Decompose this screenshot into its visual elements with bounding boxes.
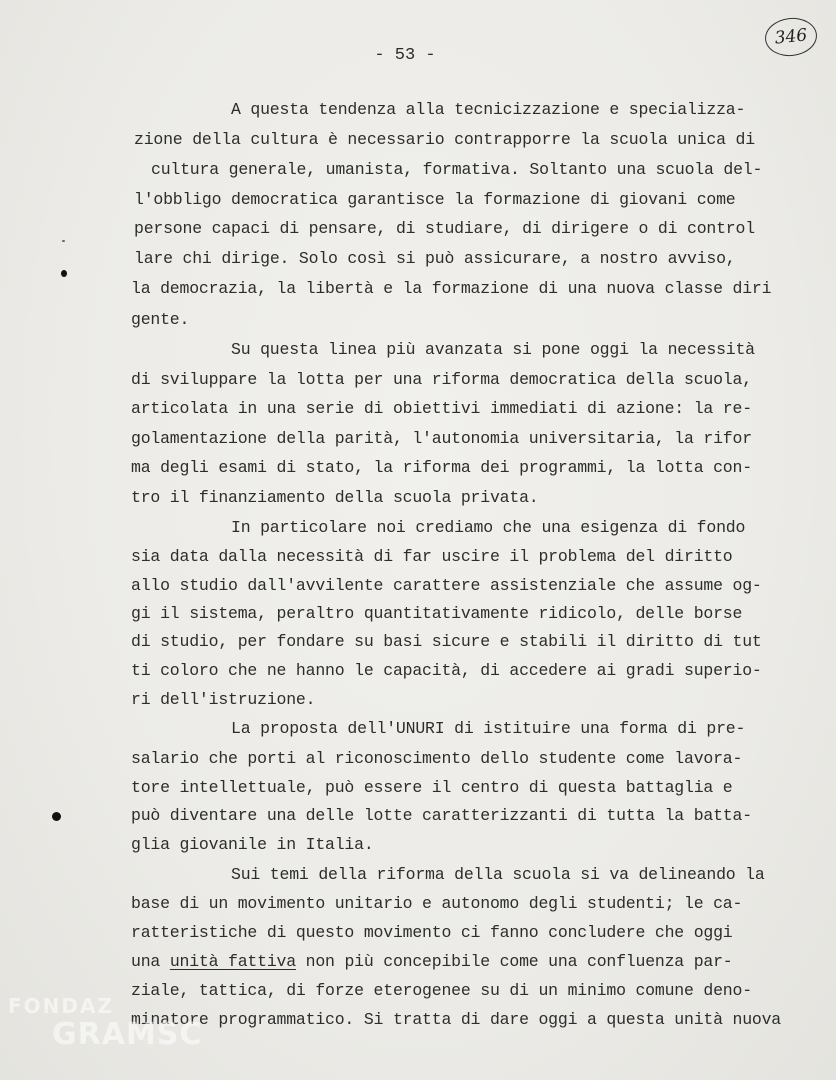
margin-mark [61, 270, 67, 277]
text-line: base di un movimento unitario e autonomo degli studenti; le ca- [131, 894, 743, 913]
text-line: può diventare una delle lotte caratterizzanti di tutta la batta- [131, 806, 752, 825]
text-line: Sui temi della riforma della scuola si va delineando la [231, 865, 765, 884]
text-line: cultura generale, umanista, formativa. Soltanto una scuola del- [151, 160, 763, 179]
text-line: sia data dalla necessità di far uscire il problema del diritto [131, 547, 733, 566]
archive-watermark [0, 990, 203, 1080]
watermark-text: GRAMSC [52, 1017, 203, 1052]
text-line: allo studio dall'avvilente carattere assistenziale che assume og- [131, 576, 762, 595]
text-line: ratteristiche di questo movimento ci fanno concludere che oggi [131, 923, 733, 942]
margin-mark [62, 240, 65, 242]
text-line: lare chi dirige. Solo così si può assicurare, a nostro avviso, [134, 249, 736, 268]
text-line: La proposta dell'UNURI di istituire una forma di pre- [231, 719, 746, 738]
text-line: gi il sistema, peraltro quantitativamente ridicolo, delle borse [131, 604, 743, 623]
text-line: tro il finanziamento della scuola privata. [131, 488, 539, 507]
text-line: tore intellettuale, può essere il centro di questa battaglia e [131, 778, 733, 797]
text-line: ti coloro che ne hanno le capacità, di accedere ai gradi superio- [131, 661, 762, 680]
text-line: ma degli esami di stato, la riforma dei programmi, la lotta con- [131, 458, 752, 477]
text-line [131, 952, 733, 972]
text-line: articolata in una serie di obiettivi immediati di azione: la re- [131, 399, 752, 418]
text-line: golamentazione della parità, l'autonomia universitaria, la rifor [131, 429, 752, 448]
page-number: - 53 - [374, 46, 436, 65]
text-line: A questa tendenza alla tecnicizzazione e specializza- [231, 100, 746, 119]
text-line: salario che porti al riconoscimento dello studente come lavora- [131, 749, 743, 768]
text-line: persone capaci di pensare, di studiare, di dirigere o di control [134, 219, 755, 238]
text-line: la democrazia, la libertà e la formazione di una nuova classe diri [131, 279, 772, 298]
text-line: l'obbligo democratica garantisce la formazione di giovani come [134, 190, 736, 209]
text-fragment: una [131, 952, 161, 971]
text-line: In particolare noi crediamo che una esigenza di fondo [231, 518, 746, 537]
archive-number-stamp: 346 [763, 15, 819, 58]
text-fragment: non più concepibile come una confluenza par- [305, 952, 733, 971]
text-line: Su questa linea più avanzata si pone oggi la necessità [231, 340, 755, 359]
underlined-phrase: unità fattiva [169, 952, 296, 971]
text-line: minatore programmatico. Si tratta di dare oggi a questa unità nuova [131, 1010, 782, 1029]
text-line: gente. [131, 310, 190, 329]
text-line: ziale, tattica, di forze eterogenee su di un minimo comune deno- [131, 981, 752, 1000]
watermark-text: FONDAZ [8, 994, 114, 1018]
margin-mark [52, 812, 61, 821]
text-line: di studio, per fondare su basi sicure e stabili il diritto di tut [131, 632, 762, 651]
text-line: di sviluppare la lotta per una riforma democratica della scuola, [131, 370, 752, 389]
text-line: ri dell'istruzione. [131, 690, 316, 709]
text-line: zione della cultura è necessario contrapporre la scuola unica di [134, 130, 755, 149]
text-line: glia giovanile in Italia. [131, 835, 374, 854]
